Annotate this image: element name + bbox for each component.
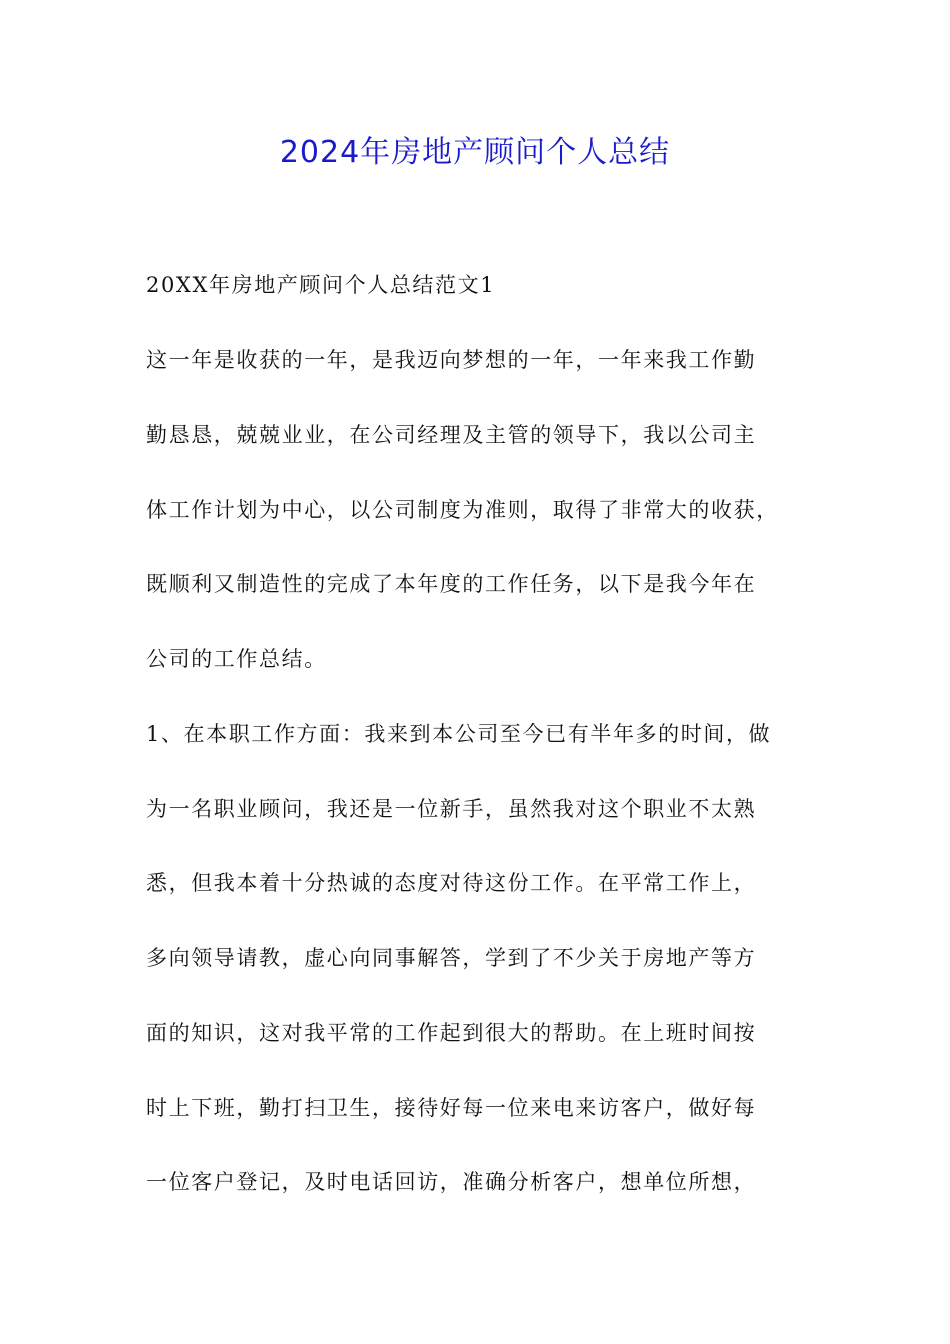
section-heading: 20XX年房地产顾问个人总结范文1: [146, 273, 496, 297]
paragraph-line: 多向领导请教，虚心向同事解答，学到了不少关于房地产等方: [146, 946, 757, 970]
document-title: 2024年房地产顾问个人总结: [279, 135, 671, 170]
paragraph-line: 体工作计划为中心，以公司制度为准则，取得了非常大的收获，: [146, 498, 779, 522]
paragraph-line: 公司的工作总结。: [146, 647, 327, 671]
paragraph-line: 悉，但我本着十分热诚的态度对待这份工作。在平常工作上，: [146, 871, 757, 895]
paragraph-line: 一位客户登记，及时电话回访，准确分析客户，想单位所想，: [146, 1170, 757, 1194]
paragraph-line: 勤恳恳，兢兢业业，在公司经理及主管的领导下，我以公司主: [146, 423, 757, 447]
paragraph-line: 1、在本职工作方面：我来到本公司至今已有半年多的时间，做: [146, 722, 772, 746]
paragraph-line: 时上下班，勤打扫卫生，接待好每一位来电来访客户，做好每: [146, 1096, 757, 1120]
paragraph-line: 面的知识，这对我平常的工作起到很大的帮助。在上班时间按: [146, 1021, 757, 1045]
paragraph-line: 这一年是收获的一年，是我迈向梦想的一年，一年来我工作勤: [146, 348, 757, 372]
paragraph-line: 既顺利又制造性的完成了本年度的工作任务，以下是我今年在: [146, 572, 757, 596]
paragraph-line: 为一名职业顾问，我还是一位新手，虽然我对这个职业不太熟: [146, 797, 757, 821]
